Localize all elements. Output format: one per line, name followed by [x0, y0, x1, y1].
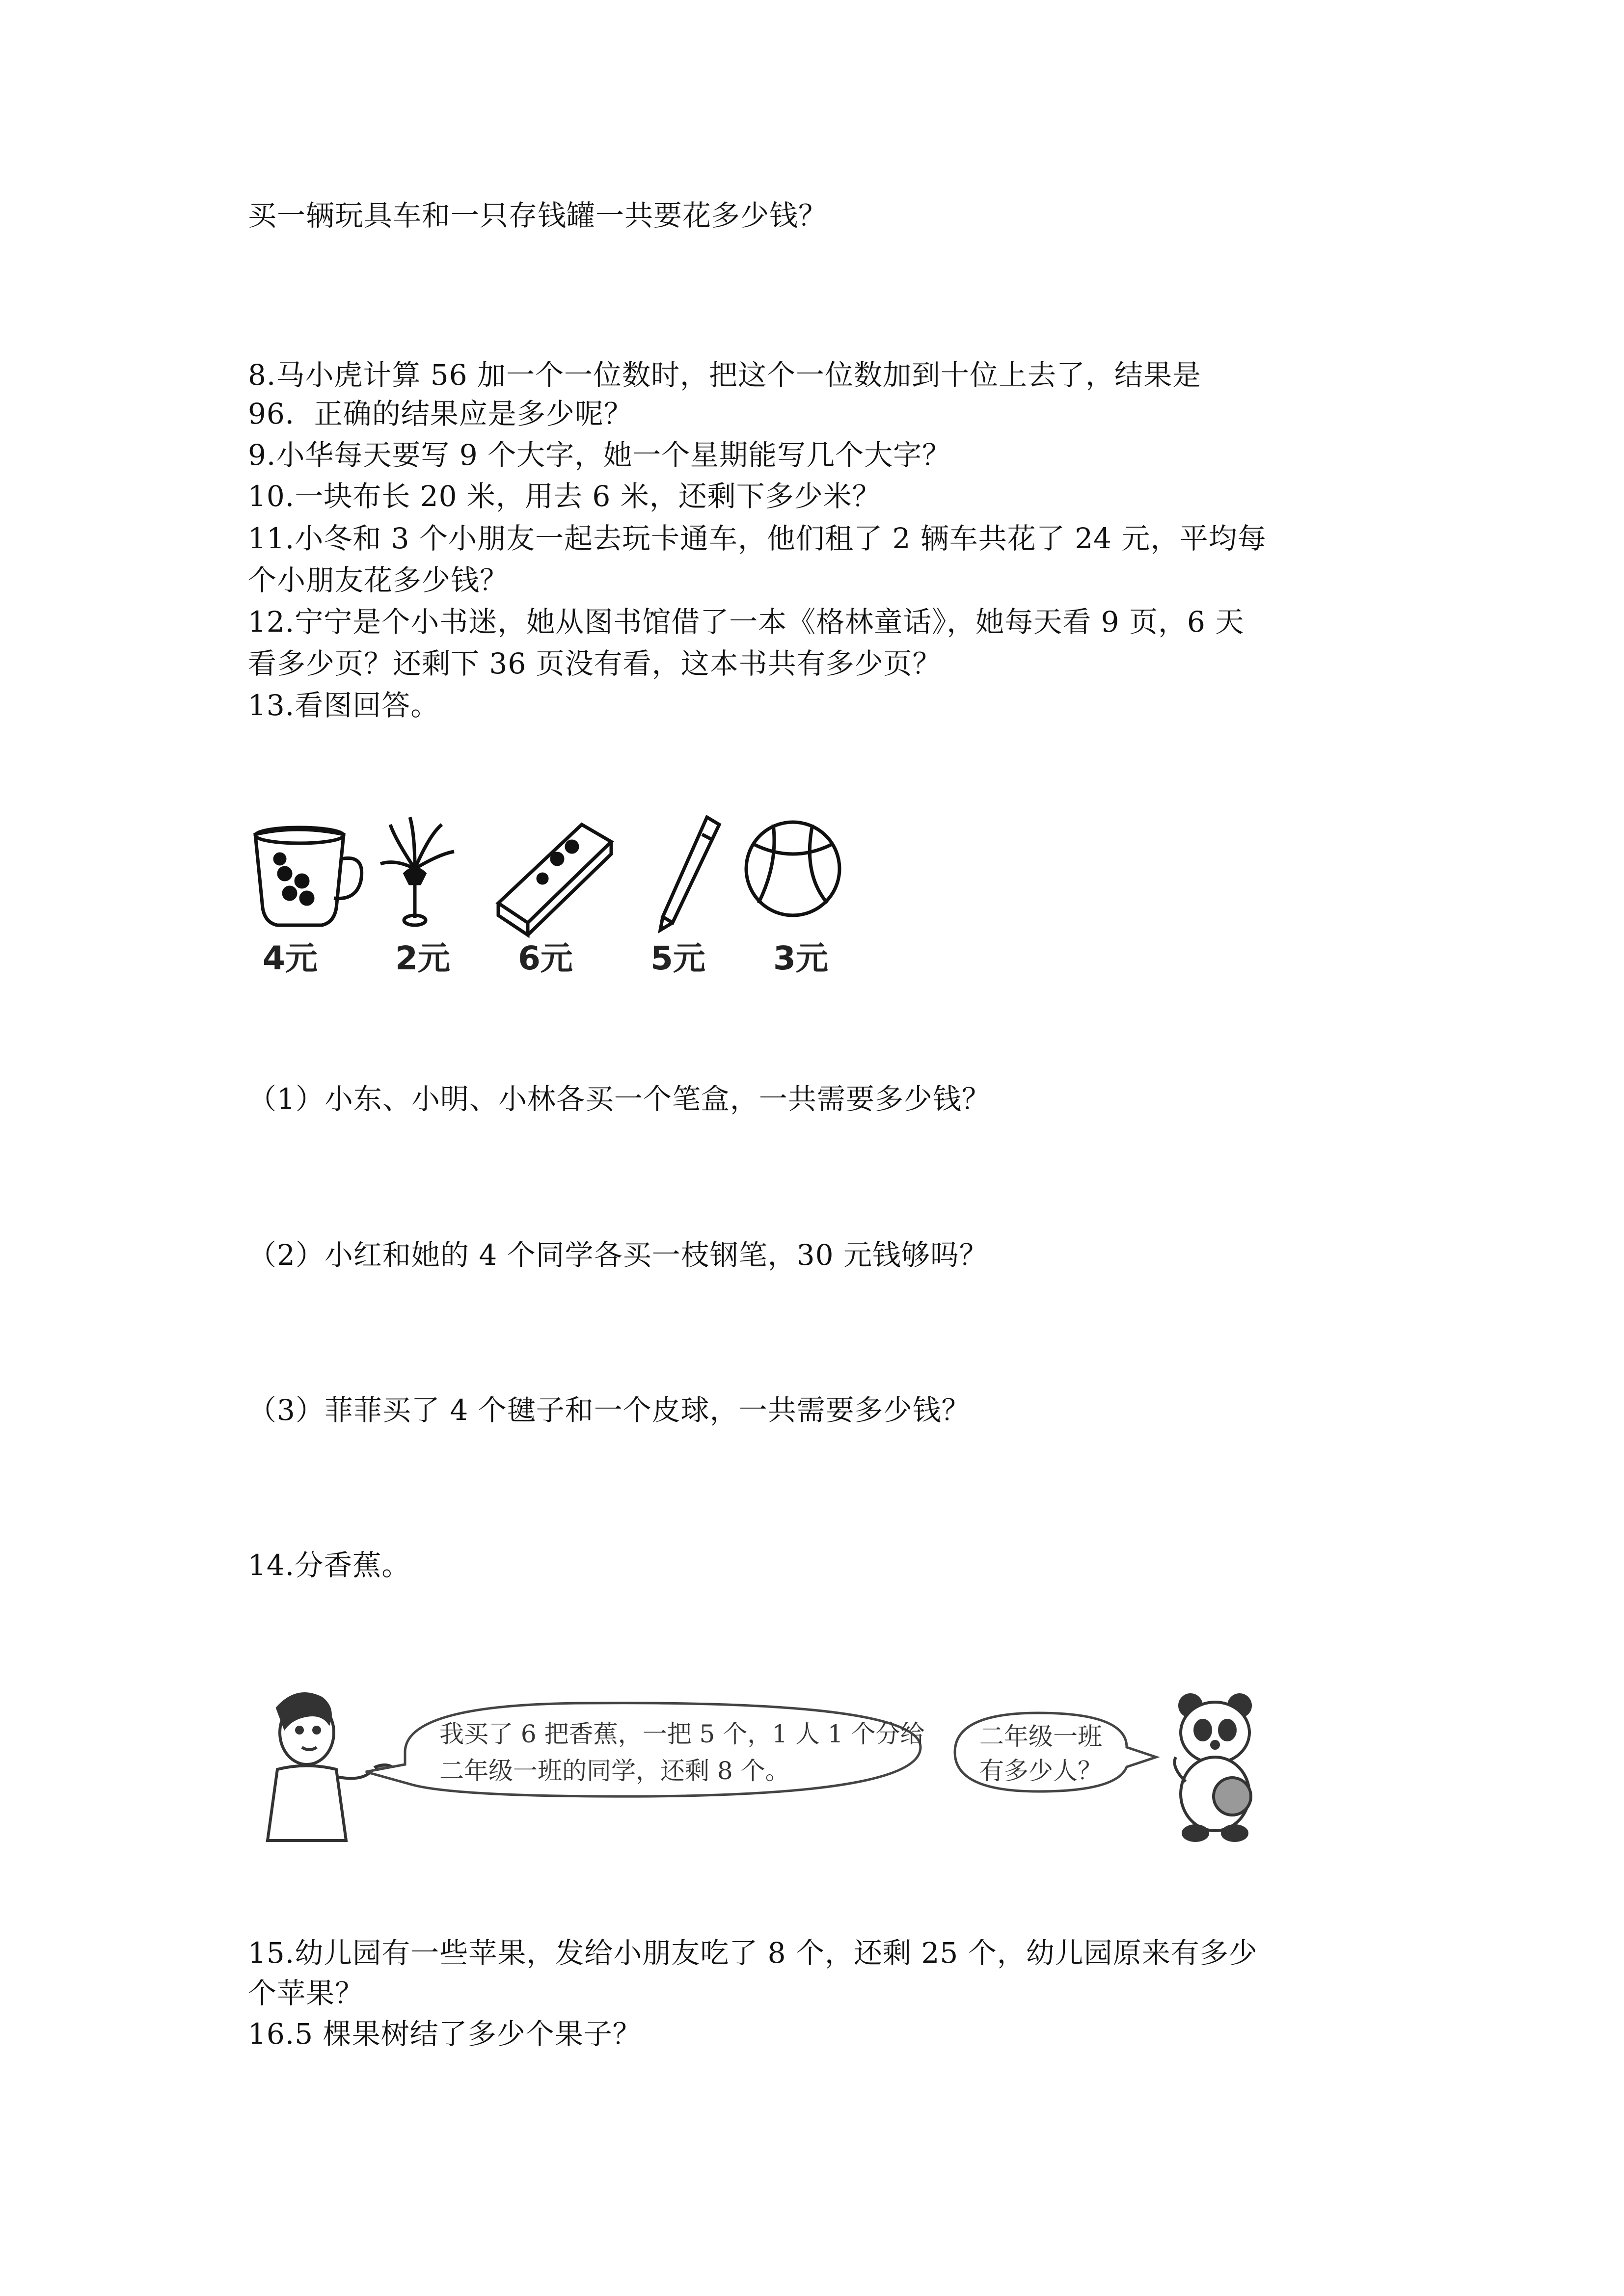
question-7-tail: 买一辆玩具车和一只存钱罐一共要花多少钱？ [248, 199, 828, 232]
question-10: 10.一块布长 20 米，用去 6 米，还剩下多少米？ [248, 480, 881, 513]
price-pen: 5元 [650, 939, 705, 977]
pen-icon [660, 817, 719, 930]
bubble-boy-line-2: 二年级一班的同学，还剩 8 个。 [439, 1757, 790, 1785]
bubble-panda-line-1: 二年级一班 [979, 1722, 1102, 1751]
banana-figure [248, 1683, 1362, 1845]
cup-icon [255, 828, 362, 925]
price-ball: 3元 [773, 939, 828, 977]
bubble-panda-line-2: 有多少人？ [979, 1757, 1102, 1785]
question-11-line-2: 个小朋友花多少钱？ [248, 563, 509, 597]
question-16: 16.5 棵果树结了多少个果子？ [248, 2017, 642, 2051]
question-8-line-1: 8.马小虎计算 56 加一个一位数时，把这个一位数加到十位上去了，结果是 [248, 358, 1202, 392]
bubble-boy-line-1: 我买了 6 把香蕉，一把 5 个，1 人 1 个分给 [439, 1720, 925, 1748]
question-13-sub-1: （1）小东、小明、小林各买一个笔盒，一共需要多少钱？ [248, 1082, 991, 1116]
price-shuttlecock: 2元 [395, 939, 450, 977]
question-12-line-1: 12.宁宁是个小书迷，她从图书馆借了一本《格林童话》，她每天看 9 页，6 天 [248, 605, 1245, 639]
ball-icon [746, 822, 839, 915]
question-15-line-1: 15.幼儿园有一些苹果，发给小朋友吃了 8 个，还剩 25 个，幼儿园原来有多少 [248, 1936, 1258, 1970]
boy-illustration [268, 1694, 395, 1841]
price-figure [248, 805, 857, 987]
price-pencil-box: 6元 [518, 939, 573, 977]
question-12-line-2: 看多少页？还剩下 36 页没有看，这本书共有多少页？ [248, 647, 942, 680]
speech-bubble-panda [955, 1713, 1156, 1791]
speech-bubble-boy [366, 1703, 925, 1796]
price-cup: 4元 [263, 939, 318, 977]
question-15-line-2: 个苹果？ [248, 1976, 364, 2010]
question-11-line-1: 11.小冬和 3 个小朋友一起去玩卡通车，他们租了 2 辆车共花了 24 元，平均每 [248, 522, 1267, 555]
question-8-line-2: 96．正确的结果应是多少呢？ [248, 397, 633, 430]
question-13-sub-3: （3）菲菲买了 4 个毽子和一个皮球，一共需要多少钱？ [248, 1393, 971, 1427]
question-13-sub-2: （2）小红和她的 4 个同学各买一枝钢笔，30 元钱够吗？ [248, 1238, 988, 1272]
question-14-title: 14.分香蕉。 [248, 1548, 411, 1582]
panda-illustration [1175, 1695, 1251, 1841]
question-13-title: 13.看图回答。 [248, 689, 440, 722]
pencil-box-icon [498, 825, 611, 935]
shuttlecock-icon [380, 817, 454, 925]
question-9: 9.小华每天要写 9 个大字，她一个星期能写几个大字？ [248, 438, 951, 472]
